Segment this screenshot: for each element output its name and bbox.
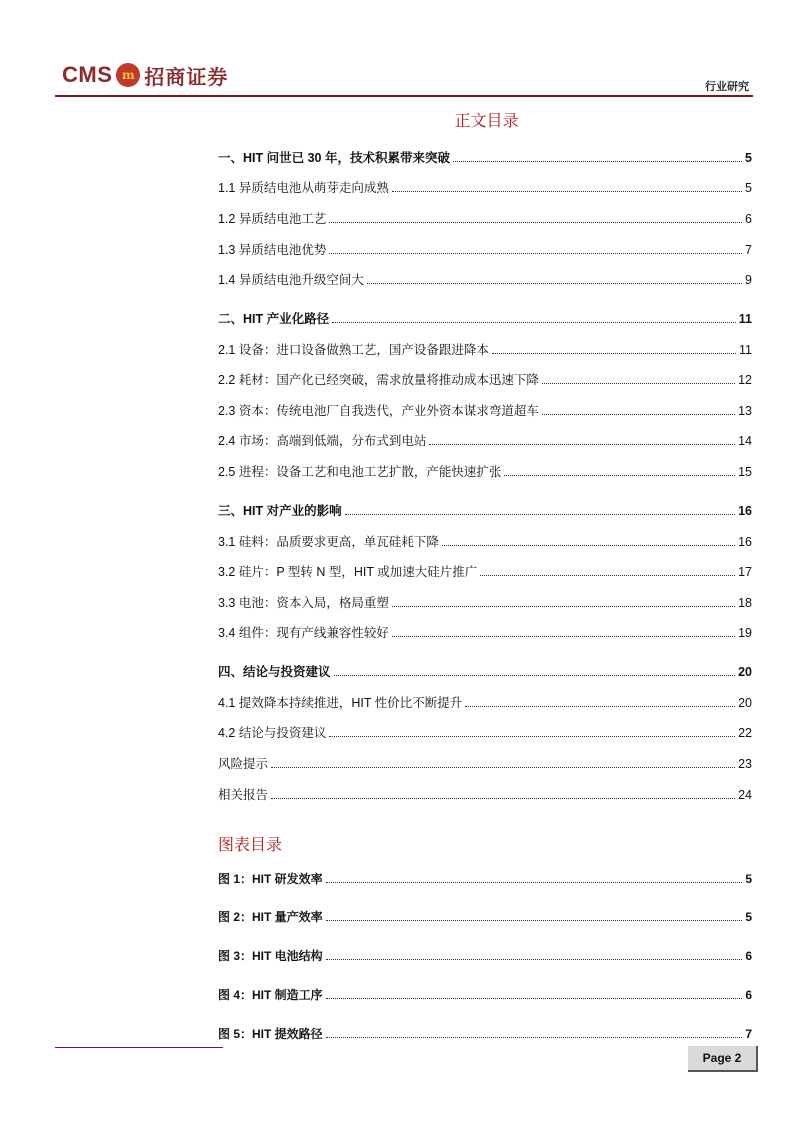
toc-entry-label: 一、HIT 问世已 30 年，技术积累带来突破 bbox=[218, 151, 450, 165]
toc-entry-page: 13 bbox=[738, 404, 752, 418]
report-category: 行业研究 bbox=[705, 81, 749, 93]
dot-leader bbox=[504, 475, 735, 476]
figure-entry-page: 6 bbox=[745, 988, 752, 1002]
toc-entry-page: 11 bbox=[739, 343, 752, 357]
toc-entry-page: 9 bbox=[745, 273, 752, 287]
toc-entry-page: 5 bbox=[745, 181, 752, 195]
dot-leader bbox=[329, 222, 742, 223]
toc-entry[interactable] bbox=[218, 785, 752, 803]
dot-leader bbox=[326, 1037, 743, 1038]
dot-leader bbox=[429, 444, 735, 445]
figure-entry[interactable] bbox=[218, 1024, 752, 1042]
toc-entry-page: 5 bbox=[745, 151, 752, 165]
toc-entry-label: 3.1 硅料：品质要求更高，单瓦硅耗下降 bbox=[218, 535, 439, 549]
toc-entry[interactable] bbox=[218, 501, 752, 519]
dot-leader bbox=[329, 736, 735, 737]
header-divider bbox=[55, 95, 753, 97]
logo-cms-text: CMS bbox=[62, 62, 113, 87]
toc-entry-label: 2.2 耗材：国产化已经突破，需求放量将推动成本迅速下降 bbox=[218, 373, 539, 387]
toc-entry[interactable] bbox=[218, 209, 752, 227]
toc-entry-label: 二、HIT 产业化路径 bbox=[218, 312, 330, 326]
toc-entry[interactable] bbox=[218, 623, 752, 641]
dot-leader bbox=[326, 882, 743, 883]
toc-entry-page: 11 bbox=[738, 312, 752, 326]
toc-entry[interactable] bbox=[218, 562, 752, 580]
dot-leader bbox=[326, 959, 743, 960]
toc-entry-page: 24 bbox=[738, 788, 752, 802]
toc-entry-label: 1.2 异质结电池工艺 bbox=[218, 212, 327, 226]
figure-entry[interactable] bbox=[218, 907, 752, 925]
dot-leader bbox=[392, 606, 735, 607]
toc-entry[interactable] bbox=[218, 723, 752, 741]
toc-entry-page: 6 bbox=[745, 212, 752, 226]
toc-entry[interactable] bbox=[218, 401, 752, 419]
toc-entry-page: 20 bbox=[738, 665, 752, 679]
dot-leader bbox=[326, 998, 743, 999]
toc-entry-page: 7 bbox=[745, 243, 752, 257]
toc-entry[interactable] bbox=[218, 340, 752, 358]
figure-entry-label: 图 1：HIT 研发效率 bbox=[218, 872, 323, 886]
figure-list-title: 图表目录 bbox=[218, 837, 283, 854]
toc-entry-page: 16 bbox=[738, 504, 752, 518]
toc-entry-page: 19 bbox=[738, 626, 752, 640]
dot-leader bbox=[453, 161, 742, 162]
dot-leader bbox=[542, 414, 735, 415]
toc-entry-label: 2.4 市场：高端到低端，分布式到电站 bbox=[218, 434, 427, 448]
toc-entry-page: 16 bbox=[738, 535, 752, 549]
footer-divider bbox=[55, 1047, 223, 1048]
dot-leader bbox=[465, 706, 735, 707]
toc-entry-page: 23 bbox=[738, 757, 752, 771]
dot-leader bbox=[329, 253, 742, 254]
toc-entry-label: 3.2 硅片：P 型转 N 型，HIT 或加速大硅片推广 bbox=[218, 565, 478, 579]
figure-entry[interactable] bbox=[218, 946, 752, 964]
toc-entry-label: 相关报告 bbox=[218, 788, 269, 802]
dot-leader bbox=[332, 322, 736, 323]
figure-entry[interactable] bbox=[218, 869, 752, 887]
dot-leader bbox=[392, 636, 735, 637]
toc-entry[interactable] bbox=[218, 532, 752, 550]
dot-leader bbox=[271, 798, 735, 799]
toc-entry-page: 12 bbox=[738, 373, 752, 387]
toc-entry[interactable] bbox=[218, 593, 752, 611]
toc-entry[interactable] bbox=[218, 148, 752, 166]
figure-entry-label: 图 3：HIT 电池结构 bbox=[218, 949, 323, 963]
toc-entry-label: 3.4 组件：现有产线兼容性较好 bbox=[218, 626, 389, 640]
figure-entry-label: 图 2：HIT 量产效率 bbox=[218, 910, 323, 924]
toc-entry-label: 四、结论与投资建议 bbox=[218, 665, 331, 679]
toc-entry-label: 1.3 异质结电池优势 bbox=[218, 243, 327, 257]
dot-leader bbox=[480, 575, 735, 576]
toc-entry-label: 2.1 设备：进口设备做熟工艺，国产设备跟进降本 bbox=[218, 343, 489, 357]
toc-entry-label: 风险提示 bbox=[218, 757, 269, 771]
toc-entry[interactable] bbox=[218, 309, 752, 327]
toc-entry-label: 1.1 异质结电池从萌芽走向成熟 bbox=[218, 181, 389, 195]
toc-title: 正文目录 bbox=[454, 113, 519, 130]
figure-entry[interactable] bbox=[218, 985, 752, 1003]
figure-entry-page: 5 bbox=[745, 910, 752, 924]
page-number: Page 2 bbox=[688, 1046, 758, 1072]
dot-leader bbox=[392, 191, 742, 192]
toc-entry-page: 20 bbox=[738, 696, 752, 710]
toc-entry[interactable] bbox=[218, 178, 752, 196]
toc-entry-label: 3.3 电池：资本入局，格局重塑 bbox=[218, 596, 389, 610]
dot-leader bbox=[367, 283, 742, 284]
figure-entry-label: 图 4：HIT 制造工序 bbox=[218, 988, 323, 1002]
toc-entry[interactable] bbox=[218, 662, 752, 680]
toc-entry-label: 1.4 异质结电池升级空间大 bbox=[218, 273, 364, 287]
figure-entry-page: 6 bbox=[745, 949, 752, 963]
toc-entry-label: 4.2 结论与投资建议 bbox=[218, 726, 327, 740]
toc-entry-page: 14 bbox=[738, 434, 752, 448]
toc-entry-page: 22 bbox=[738, 726, 752, 740]
figure-entry-page: 5 bbox=[745, 872, 752, 886]
toc-entry[interactable] bbox=[218, 270, 752, 288]
dot-leader bbox=[326, 920, 743, 921]
toc-entry-label: 4.1 提效降本持续推进，HIT 性价比不断提升 bbox=[218, 696, 463, 710]
dot-leader bbox=[492, 353, 736, 354]
dot-leader bbox=[345, 514, 735, 515]
toc-entry[interactable] bbox=[218, 370, 752, 388]
dot-leader bbox=[542, 383, 735, 384]
toc-entry[interactable] bbox=[218, 693, 752, 711]
toc-entry[interactable] bbox=[218, 462, 752, 480]
toc-entry[interactable] bbox=[218, 754, 752, 772]
toc-entry-page: 18 bbox=[738, 596, 752, 610]
dot-leader bbox=[271, 767, 735, 768]
figure-entry-page: 7 bbox=[745, 1027, 752, 1041]
toc-entry[interactable] bbox=[218, 431, 752, 449]
figure-entry-label: 图 5：HIT 提效路径 bbox=[218, 1027, 323, 1041]
logo-emblem-icon: m bbox=[116, 63, 140, 87]
toc-entry-label: 2.5 进程：设备工艺和电池工艺扩散，产能快速扩张 bbox=[218, 465, 502, 479]
toc-entry-page: 15 bbox=[738, 465, 752, 479]
toc-entry-page: 17 bbox=[738, 565, 752, 579]
company-logo bbox=[62, 60, 228, 90]
dot-leader bbox=[442, 545, 735, 546]
dot-leader bbox=[334, 675, 736, 676]
toc-entry[interactable] bbox=[218, 240, 752, 258]
toc-entry-label: 2.3 资本：传统电池厂自我迭代，产业外资本谋求弯道超车 bbox=[218, 404, 539, 418]
toc-entry-label: 三、HIT 对产业的影响 bbox=[218, 504, 342, 518]
logo-cn-text: 招商证券 bbox=[144, 64, 229, 89]
